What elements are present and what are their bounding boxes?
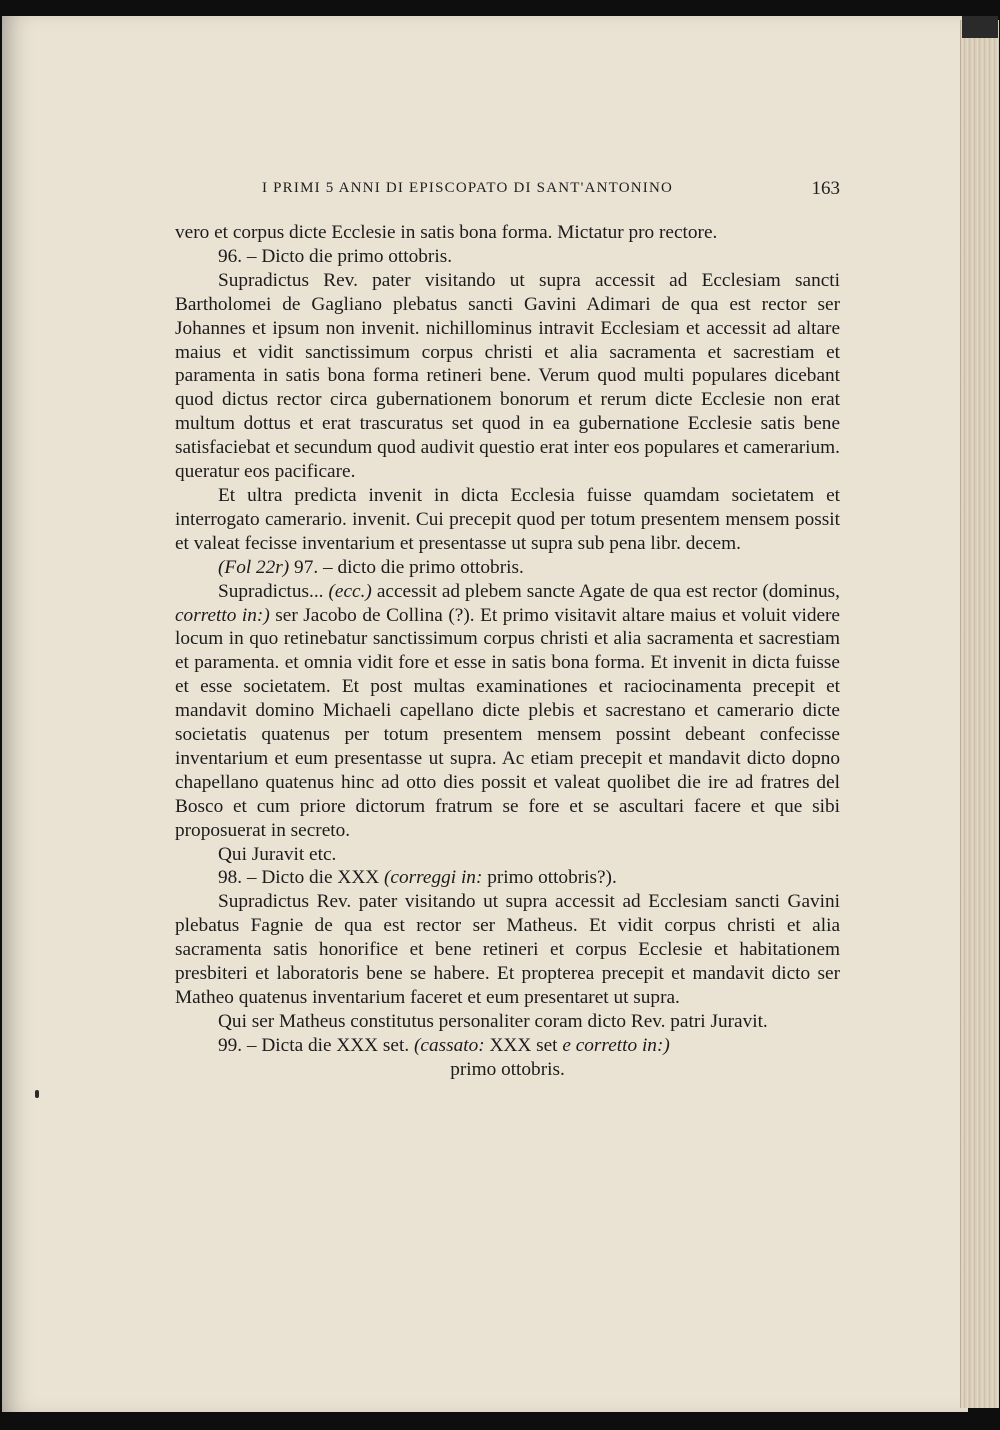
paragraph [175,269,840,484]
text-run: Supradictus Rev. pater visitando ut supra accessit ad Ecclesiam sancti Bartholomei de Gagliano plebatus sancti Gavini Adimari de qua est rector ser Johannes et ipsum non invenit. nichillominus intravit Ecclesiam et accessit ad altare maius et vidit sanctissimum corpus christi et alia sacramenta et sacrestiam et paramenta in satis bona forma retineri bene. Verum quod multi populares dicebant quod dictus rector circa gubernationem bonorum et rerum dicte Ecclesie non erat multum dottus et erat trascuratus set quod in ea gubernatione Ecclesie satis bene satisfaciebat et secundum quod audivit questio erat inter eos populares et camerarium. queratur eos pacificare. [175,269,840,483]
editorial-note: (correggi in: [384,867,483,889]
binding-shadow [962,16,998,38]
text-run: Supradictus... [218,580,329,602]
running-title: I PRIMI 5 ANNI DI EPISCOPATO DI SANT'ANTONINO [262,180,674,196]
paragraph [175,221,840,245]
text-run: vero et corpus dicte Ecclesie in satis bona forma. Mictatur pro rectore. [175,222,718,243]
paragraph [175,1034,840,1058]
margin-mark [35,1090,39,1098]
text-run: 97. – dicto die primo ottobris. [289,556,524,578]
paragraph [175,245,840,269]
editorial-note: (Fol 22r) [218,556,290,578]
text-run: 99. – Dicta die XXX set. [218,1034,414,1056]
paragraph [175,556,840,580]
text-run: Qui Juravit etc. [218,843,337,865]
editorial-note: (ecc.) [328,580,372,602]
running-head [174,176,840,202]
text-run: primo ottobris. [450,1058,565,1080]
paragraph [175,484,840,556]
text-run: 98. – Dicto die XXX [218,867,385,889]
page-edges [960,20,999,1408]
text-run: Et ultra predicta invenit in dicta Ecclesia fuisse quamdam societatem et interrogato camerario. invenit. Cui precepit quod per totum presentem mensem possit et valeat fecisse inventarium et presentasse ut supra sub pena libr. decem. [175,484,840,554]
text-run: accessit ad plebem sancte Agate de qua est rector (dominus, [371,580,841,602]
text-run: primo ottobris?). [482,867,617,889]
text-run: Qui ser Matheus constitutus personaliter coram dicto Rev. patri Juravit. [218,1010,768,1032]
text-run: Supradictus Rev. pater visitando ut supra accessit ad Ecclesiam sancti Gavini plebatus Fagnie de qua est rector ser Matheus. Et vidit corpus christi et alia sacramenta satis honorifice et bene retineri et corpus Ecclesie et habitationem presbiteri et laboratoris bene se habere. Et propterea precepit et mandavit dicto ser Matheo quatenus inventarium faceret et eum presentaret ut supra. [175,891,840,1008]
page-number: 163 [811,178,840,199]
editorial-note: (cassato: [414,1034,485,1056]
text-run: ser Jacobo de Collina (?). Et primo visitavit altare maius et voluit videre locum in quo retinebatur sanctissimum corpus christi et alia sacramenta et sacrestiam et paramenta. et omnia vidit fore et esse in satis bona forma. Et invenit in dicta fuisse et esse societatem. Et post multas examinationes et raciocinamenta precepit et mandavit domino Michaeli capellano dicte plebis et sacrestano et camerario dicte societatis quatenus per totum presentem mensem possint debeant confecisse inventarium et eum presentasse ut supra. Ac etiam precepit et mandavit dicto dopno chapellano quatenus hinc ad otto dies possit et valeat quolibet die ire ad fratres del Bosco et cum priore dictorum fratrum se fore et se ascultari facere et que sibi proposuerat in secreto. [175,604,840,841]
body-text [175,221,840,1082]
editorial-note: e corretto in:) [562,1034,670,1056]
paragraph [175,866,840,890]
text-run: 96. – Dicto die primo ottobris. [218,245,453,267]
paragraph [175,890,840,1010]
text-run: XXX set [484,1034,563,1056]
book-page [2,16,968,1412]
paragraph [175,580,840,843]
editorial-note: corretto in:) [175,604,270,626]
paragraph [175,1058,840,1082]
paragraph [175,1010,840,1034]
paragraph [175,843,840,867]
